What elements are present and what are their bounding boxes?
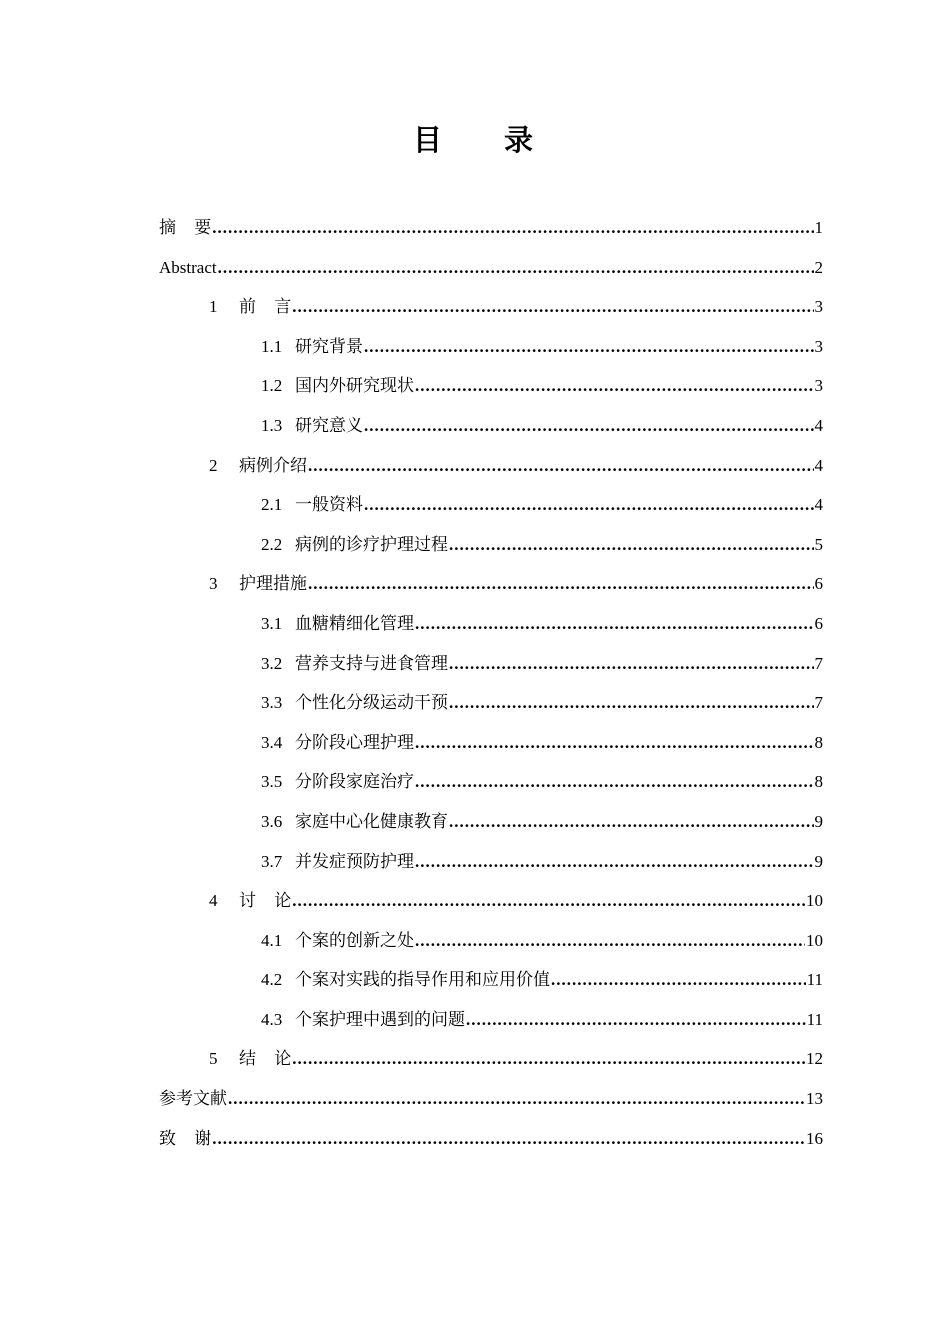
toc-entry-number: 1.2	[261, 376, 283, 396]
toc-entry-number: 1.1	[261, 336, 283, 356]
toc-entry-page-number: 8	[814, 772, 823, 792]
toc-entry-page-number: 10	[806, 891, 823, 911]
toc-entry-label: 个案护理中遇到的问题	[295, 1009, 465, 1029]
toc-entry-number: 4	[209, 891, 218, 911]
toc-entry-number: 3.2	[261, 653, 283, 673]
toc-entry[interactable]	[159, 762, 823, 802]
toc-entry-label: 病例的诊疗护理过程	[295, 534, 448, 554]
dot-leader	[415, 723, 814, 763]
toc-entry[interactable]	[159, 1039, 823, 1079]
dot-leader	[449, 683, 814, 723]
toc-entry-number: 3.3	[261, 693, 283, 713]
toc-entry-label: 致 谢	[159, 1128, 212, 1148]
toc-entry-page-number: 3	[814, 336, 823, 356]
toc-entry[interactable]	[159, 327, 823, 367]
toc-entry-page-number: 1	[814, 218, 823, 237]
toc-entry[interactable]	[159, 604, 823, 644]
toc-entry-label: 并发症预防护理	[295, 851, 414, 871]
dot-leader	[415, 604, 814, 644]
toc-entry-number: 4.2	[261, 970, 283, 990]
toc-entry[interactable]	[159, 287, 823, 327]
toc-entry-label: 营养支持与进食管理	[295, 653, 448, 673]
toc-entry[interactable]	[159, 366, 823, 406]
toc-entry[interactable]	[159, 683, 823, 723]
toc-entry-page-number: 9	[814, 851, 823, 871]
toc-entry-label: 一般资料	[295, 495, 363, 515]
toc-entry[interactable]	[159, 406, 823, 446]
toc-entry-number: 4.3	[261, 1009, 283, 1029]
toc-entry-number: 1.3	[261, 415, 283, 435]
table-of-contents	[159, 208, 823, 1158]
toc-entry[interactable]	[159, 525, 823, 565]
toc-entry[interactable]	[159, 1000, 823, 1040]
toc-entry-number: 4.1	[261, 930, 283, 950]
toc-entry-page-number: 16	[806, 1128, 823, 1148]
dot-leader	[212, 1119, 805, 1159]
dot-leader	[466, 1000, 806, 1040]
toc-entry-label: Abstract	[159, 257, 217, 277]
toc-entry-page-number: 4	[814, 495, 823, 515]
dot-leader	[449, 525, 814, 565]
dot-leader	[212, 208, 813, 248]
toc-entry-number: 1	[209, 297, 218, 317]
toc-entry-page-number: 7	[814, 693, 823, 713]
toc-entry-page-number: 5	[814, 534, 823, 554]
toc-entry[interactable]	[159, 248, 823, 288]
toc-entry-number: 3.5	[261, 772, 283, 792]
toc-entry-label: 个案对实践的指导作用和应用价值	[295, 970, 550, 990]
toc-entry[interactable]	[159, 1079, 823, 1119]
toc-entry-number: 3	[209, 574, 218, 594]
toc-entry-number: 2.1	[261, 495, 283, 515]
dot-leader	[218, 248, 814, 288]
dot-leader	[228, 1079, 805, 1119]
toc-entry[interactable]	[159, 564, 823, 604]
toc-entry-page-number: 11	[806, 970, 823, 990]
toc-entry-label: 分阶段心理护理	[295, 732, 414, 752]
toc-entry-page-number: 6	[814, 613, 823, 633]
toc-entry-number: 3.1	[261, 613, 283, 633]
toc-entry[interactable]	[159, 644, 823, 684]
toc-entry-label: 个案的创新之处	[295, 930, 414, 950]
dot-leader	[292, 1039, 805, 1079]
toc-entry-label: 家庭中心化健康教育	[295, 811, 448, 831]
toc-entry-page-number: 9	[814, 811, 823, 831]
toc-entry-number: 3.4	[261, 732, 283, 752]
toc-entry-number: 5	[209, 1049, 218, 1069]
toc-entry-page-number: 10	[806, 930, 823, 950]
toc-entry-page-number: 11	[806, 1009, 823, 1029]
toc-entry-page-number: 7	[814, 653, 823, 673]
dot-leader	[292, 881, 805, 921]
dot-leader	[449, 644, 814, 684]
dot-leader	[364, 485, 814, 525]
toc-entry-label: 研究背景	[295, 336, 363, 356]
dot-leader	[551, 960, 806, 1000]
toc-entry-page-number: 6	[814, 574, 823, 594]
toc-entry-label: 个性化分级运动干预	[295, 693, 448, 713]
toc-entry-page-number: 2	[814, 257, 823, 277]
toc-entry-label: 参考文献	[159, 1089, 227, 1109]
toc-entry-page-number: 4	[814, 455, 823, 475]
dot-leader	[364, 406, 814, 446]
dot-leader	[415, 762, 814, 802]
toc-entry-label: 病例介绍	[239, 455, 307, 475]
dot-leader	[449, 802, 814, 842]
toc-entry-label: 血糖精细化管理	[295, 613, 414, 633]
dot-leader	[415, 921, 805, 961]
dot-leader	[308, 446, 814, 486]
toc-entry-label: 国内外研究现状	[295, 376, 414, 396]
toc-entry-page-number: 12	[806, 1049, 823, 1069]
toc-entry-page-number: 3	[814, 376, 823, 396]
dot-leader	[308, 564, 814, 604]
toc-entry-number: 2.2	[261, 534, 283, 554]
toc-entry[interactable]	[159, 921, 823, 961]
toc-entry-label: 结 论	[239, 1049, 292, 1069]
toc-entry[interactable]	[159, 485, 823, 525]
page-title: 目 录	[412, 123, 560, 157]
toc-entry-page-number: 4	[814, 415, 823, 435]
toc-entry-page-number: 3	[814, 297, 823, 317]
toc-entry-page-number: 13	[806, 1089, 823, 1109]
dot-leader	[415, 842, 814, 882]
toc-entry-label: 分阶段家庭治疗	[295, 772, 414, 792]
toc-entry-label: 护理措施	[239, 574, 307, 594]
toc-entry[interactable]	[159, 723, 823, 763]
dot-leader	[415, 366, 814, 406]
toc-entry-page-number: 8	[814, 732, 823, 752]
toc-entry-label: 研究意义	[295, 415, 363, 435]
toc-entry[interactable]	[159, 802, 823, 842]
toc-entry[interactable]	[159, 960, 823, 1000]
toc-entry-number: 3.7	[261, 851, 283, 871]
dot-leader	[364, 327, 814, 367]
toc-entry-label: 前 言	[239, 297, 292, 317]
toc-entry-number: 3.6	[261, 811, 283, 831]
toc-entry[interactable]	[159, 1119, 823, 1159]
toc-entry[interactable]	[159, 446, 823, 486]
toc-entry[interactable]	[159, 881, 823, 921]
toc-entry[interactable]	[159, 842, 823, 882]
toc-entry[interactable]	[159, 208, 823, 248]
toc-entry-number: 2	[209, 455, 218, 475]
toc-entry-label: 讨 论	[239, 891, 292, 911]
toc-entry-label: 摘 要	[159, 218, 212, 237]
dot-leader	[292, 287, 813, 327]
